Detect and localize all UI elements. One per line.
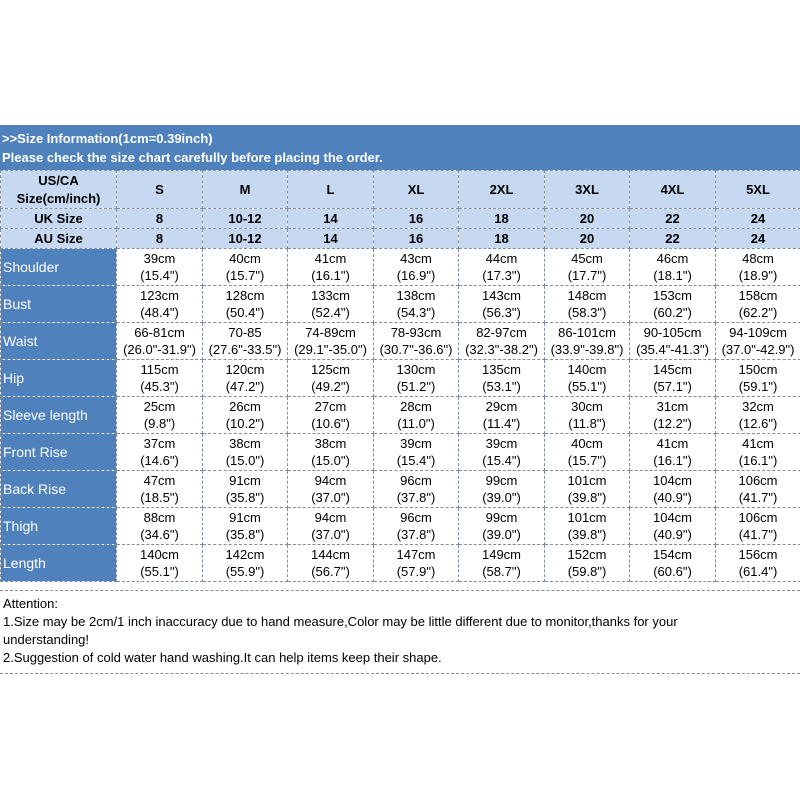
inch-value: (56.7") <box>311 564 350 579</box>
au-size-cell: 8 <box>117 229 203 249</box>
size-info-instruction: Please check the size chart carefully before placing the order. <box>2 150 383 165</box>
inch-value: (40.9") <box>653 490 692 505</box>
inch-value: (52.4") <box>311 305 350 320</box>
measurement-value-cell <box>203 323 288 360</box>
measurement-row <box>1 249 800 286</box>
measurement-value-cell <box>459 434 545 471</box>
inch-value: (37.0"-42.9") <box>721 342 795 357</box>
inch-value: (62.2") <box>738 305 778 320</box>
measurement-value-cell <box>459 323 545 360</box>
cm-value: 45cm <box>571 251 603 266</box>
measurement-row <box>1 508 800 545</box>
measurement-value-cell <box>117 434 203 471</box>
measurement-value-cell <box>288 434 374 471</box>
cm-value: 31cm <box>656 399 689 414</box>
inch-value: (12.6") <box>738 416 778 431</box>
attention-title: Attention: <box>3 596 58 611</box>
measurement-value-cell <box>545 508 630 545</box>
cm-value: 43cm <box>400 251 432 266</box>
uk-size-row <box>1 209 800 229</box>
measurement-value-cell <box>203 545 288 582</box>
measurement-value-cell <box>374 508 459 545</box>
au-size-label: AU Size <box>1 229 117 249</box>
inch-value: (15.0") <box>225 453 265 468</box>
measurement-value-cell <box>117 397 203 434</box>
measurement-label: Front Rise <box>1 434 117 471</box>
measurement-value-cell <box>117 286 203 323</box>
inch-value: (35.8") <box>225 527 265 542</box>
measurement-value-cell <box>459 249 545 286</box>
inch-value: (39.0") <box>482 490 521 505</box>
cm-value: 41cm <box>656 436 689 451</box>
inch-value: (37.0") <box>311 527 350 542</box>
cm-value: 115cm <box>140 362 179 377</box>
cm-value: 152cm <box>567 547 607 562</box>
cm-value: 41cm <box>742 436 774 451</box>
measurement-value-cell <box>459 545 545 582</box>
inch-value: (32.3"-38.2") <box>465 342 538 357</box>
inch-value: (30.7"-36.6") <box>379 342 453 357</box>
inch-value: (59.1") <box>738 379 778 394</box>
cm-value: 66-81cm <box>134 325 185 340</box>
measurement-value-cell <box>716 360 800 397</box>
measurement-value-cell <box>630 397 716 434</box>
cm-value: 135cm <box>481 362 522 377</box>
measurement-value-cell <box>630 249 716 286</box>
measurement-value-cell <box>630 434 716 471</box>
uk-size-label: UK Size <box>1 209 117 229</box>
size-header-cell: L <box>288 171 374 209</box>
measurement-value-cell <box>630 360 716 397</box>
measurement-value-cell <box>459 286 545 323</box>
cm-value: 86-101cm <box>558 325 616 340</box>
inch-value: (39.0") <box>482 527 521 542</box>
cm-value: 44cm <box>485 251 518 266</box>
inch-value: (60.2") <box>653 305 692 320</box>
inch-value: (41.7") <box>738 490 778 505</box>
au-size-cell: 14 <box>288 229 374 249</box>
inch-value: (50.4") <box>225 305 265 320</box>
au-size-row <box>1 229 800 249</box>
measurement-value-cell <box>716 434 800 471</box>
measurement-value-cell <box>545 249 630 286</box>
corner-header-line1: US/CA <box>38 172 79 188</box>
measurement-value-cell <box>203 286 288 323</box>
measurement-value-cell <box>459 471 545 508</box>
measurement-value-cell <box>374 323 459 360</box>
measurement-value-cell <box>716 249 800 286</box>
measurement-value-cell <box>545 286 630 323</box>
size-header-cell: 2XL <box>459 171 545 209</box>
cm-value: 47cm <box>143 473 176 488</box>
inch-value: (11.0") <box>397 416 435 431</box>
measurement-value-cell <box>117 360 203 397</box>
cm-value: 40cm <box>229 251 261 266</box>
attention-note-1: 1.Size may be 2cm/1 inch inaccuracy due to hand measure,Color may be little different due to monitor,thanks for your <box>3 614 678 629</box>
measurement-value-cell <box>374 434 459 471</box>
inch-value: (17.3") <box>482 268 521 283</box>
cm-value: 70-85 <box>228 325 262 340</box>
cm-value: 156cm <box>738 547 778 562</box>
cm-value: 143cm <box>481 288 522 303</box>
measurement-value-cell <box>203 397 288 434</box>
inch-value: (26.0"-31.9") <box>123 342 196 357</box>
measurement-row <box>1 471 800 508</box>
cm-value: 106cm <box>738 510 778 525</box>
cm-value: 94cm <box>314 473 347 488</box>
measurement-value-cell <box>545 545 630 582</box>
size-header-cell: 4XL <box>630 171 716 209</box>
cm-value: 144cm <box>310 547 351 562</box>
cm-value: 91cm <box>229 510 261 525</box>
uk-size-cell: 16 <box>374 209 459 229</box>
inch-value: (35.8") <box>225 490 265 505</box>
measurement-row <box>1 434 800 471</box>
measurement-value-cell <box>716 508 800 545</box>
cm-value: 123cm <box>139 288 180 303</box>
measurement-value-cell <box>288 249 374 286</box>
cm-value: 153cm <box>652 288 693 303</box>
cm-value: 145cm <box>652 362 693 377</box>
inch-value: (10.2") <box>225 416 265 431</box>
measurement-row <box>1 360 800 397</box>
inch-value: (33.9"-39.8") <box>550 342 624 357</box>
measurement-value-cell <box>716 397 800 434</box>
measurement-label: Shoulder <box>1 249 117 286</box>
uk-size-cell: 18 <box>459 209 545 229</box>
measurement-value-cell <box>374 360 459 397</box>
uk-size-cell: 8 <box>117 209 203 229</box>
size-header-cell: XL <box>374 171 459 209</box>
inch-value: (57.1") <box>653 379 692 394</box>
cm-value: 26cm <box>229 399 261 414</box>
cm-value: 104cm <box>652 510 693 525</box>
cm-value: 40cm <box>571 436 603 451</box>
measurement-label: Sleeve length <box>1 397 117 434</box>
cm-value: 147cm <box>396 547 436 562</box>
measurement-value-cell <box>716 545 800 582</box>
cm-value: 25cm <box>143 399 176 414</box>
inch-value: (16.9") <box>396 268 436 283</box>
au-size-cell: 22 <box>630 229 716 249</box>
cm-value: 41cm <box>314 251 347 266</box>
measurement-value-cell <box>545 434 630 471</box>
inch-value: (51.2") <box>396 379 436 394</box>
cm-value: 99cm <box>485 510 518 525</box>
cm-value: 88cm <box>143 510 176 525</box>
cm-value: 158cm <box>738 288 778 303</box>
au-size-cell: 16 <box>374 229 459 249</box>
inch-value: (17.7") <box>567 268 607 283</box>
inch-value: (60.6") <box>653 564 692 579</box>
measurement-label: Hip <box>1 360 117 397</box>
size-header-cell: 3XL <box>545 171 630 209</box>
cm-value: 154cm <box>652 547 693 562</box>
measurement-value-cell <box>203 471 288 508</box>
inch-value: (11.8") <box>568 416 606 431</box>
corner-header-cell <box>1 171 117 209</box>
cm-value: 94-109cm <box>729 325 787 340</box>
cm-value: 39cm <box>400 436 432 451</box>
measurement-label: Waist <box>1 323 117 360</box>
inch-value: (59.8") <box>567 564 607 579</box>
inch-value: (15.0") <box>311 453 350 468</box>
cm-value: 38cm <box>229 436 261 451</box>
measurement-value-cell <box>374 471 459 508</box>
au-size-cell: 24 <box>716 229 800 249</box>
inch-value: (49.2") <box>311 379 350 394</box>
measurement-value-cell <box>545 471 630 508</box>
measurement-value-cell <box>288 508 374 545</box>
uk-size-cell: 24 <box>716 209 800 229</box>
inch-value: (37.0") <box>311 490 350 505</box>
cm-value: 150cm <box>738 362 778 377</box>
inch-value: (15.4") <box>396 453 436 468</box>
cm-value: 148cm <box>567 288 607 303</box>
attention-note-2: 2.Suggestion of cold water hand washing.It can help items keep their shape. <box>3 650 442 665</box>
cm-value: 138cm <box>396 288 436 303</box>
measurement-value-cell <box>288 471 374 508</box>
inch-value: (37.8") <box>396 490 436 505</box>
measurement-value-cell <box>203 249 288 286</box>
measurement-value-cell <box>459 397 545 434</box>
uk-size-cell: 20 <box>545 209 630 229</box>
inch-value: (58.7") <box>482 564 521 579</box>
inch-value: (48.4") <box>140 305 179 320</box>
cm-value: 125cm <box>310 362 351 377</box>
measurement-row <box>1 397 800 434</box>
inch-value: (18.1") <box>653 268 692 283</box>
measurement-value-cell <box>288 286 374 323</box>
measurement-row <box>1 545 800 582</box>
corner-header-line2: Size(cm/inch) <box>16 190 101 206</box>
measurement-value-cell <box>288 397 374 434</box>
measurement-value-cell <box>459 508 545 545</box>
measurement-value-cell <box>545 360 630 397</box>
us-size-row <box>1 171 800 209</box>
cm-value: 142cm <box>225 547 265 562</box>
inch-value: (37.8") <box>396 527 436 542</box>
cm-value: 99cm <box>485 473 518 488</box>
inch-value: (55.1") <box>140 564 179 579</box>
measurement-label: Back Rise <box>1 471 117 508</box>
measurement-value-cell <box>630 508 716 545</box>
cm-value: 39cm <box>143 251 176 266</box>
measurement-value-cell <box>117 545 203 582</box>
cm-value: 101cm <box>567 473 607 488</box>
cm-value: 96cm <box>400 510 432 525</box>
cm-value: 149cm <box>481 547 522 562</box>
size-chart-table <box>0 170 800 582</box>
inch-value: (39.8") <box>567 527 607 542</box>
size-header-cell: S <box>117 171 203 209</box>
measurement-value-cell <box>203 434 288 471</box>
cm-value: 32cm <box>742 399 774 414</box>
cm-value: 28cm <box>400 399 432 414</box>
inch-value: (16.1") <box>311 268 350 283</box>
inch-value: (45.3") <box>140 379 179 394</box>
inch-value: (55.9") <box>225 564 265 579</box>
uk-size-cell: 22 <box>630 209 716 229</box>
cm-value: 94cm <box>314 510 347 525</box>
inch-value: (39.8") <box>567 490 607 505</box>
inch-value: (10.6") <box>311 416 350 431</box>
inch-value: (47.2") <box>225 379 265 394</box>
cm-value: 120cm <box>225 362 265 377</box>
measurement-value-cell <box>374 397 459 434</box>
size-info-banner <box>0 125 800 170</box>
size-header-cell: 5XL <box>716 171 800 209</box>
inch-value: (35.4"-41.3") <box>636 342 709 357</box>
measurement-value-cell <box>716 286 800 323</box>
cm-value: 133cm <box>310 288 351 303</box>
measurement-value-cell <box>203 508 288 545</box>
cm-value: 39cm <box>485 436 518 451</box>
inch-value: (14.6") <box>140 453 179 468</box>
inch-value: (53.1") <box>482 379 521 394</box>
inch-value: (55.1") <box>567 379 607 394</box>
inch-value: (34.6") <box>140 527 179 542</box>
inch-value: (27.6"-33.5") <box>208 342 282 357</box>
inch-value: (29.1"-35.0") <box>294 342 367 357</box>
inch-value: (16.1") <box>738 453 778 468</box>
inch-value: (11.4") <box>482 416 521 431</box>
inch-value: (15.7") <box>225 268 265 283</box>
cm-value: 101cm <box>567 510 607 525</box>
cm-value: 140cm <box>567 362 607 377</box>
inch-value: (18.9") <box>738 268 778 283</box>
measurement-value-cell <box>545 397 630 434</box>
inch-value: (12.2") <box>653 416 692 431</box>
measurement-value-cell <box>716 471 800 508</box>
inch-value: (9.8") <box>143 416 176 431</box>
measurement-value-cell <box>630 545 716 582</box>
measurement-value-cell <box>374 545 459 582</box>
measurement-value-cell <box>374 249 459 286</box>
inch-value: (15.7") <box>567 453 607 468</box>
attention-note-1-continued: understanding! <box>3 632 90 647</box>
cm-value: 37cm <box>143 436 176 451</box>
measurement-value-cell <box>117 508 203 545</box>
inch-value: (18.5") <box>140 490 179 505</box>
cm-value: 90-105cm <box>643 325 702 340</box>
measurement-value-cell <box>374 286 459 323</box>
size-info-title: >>Size Information(1cm=0.39inch) <box>2 131 213 146</box>
measurement-value-cell <box>117 471 203 508</box>
measurement-label: Bust <box>1 286 117 323</box>
measurement-value-cell <box>716 323 800 360</box>
au-size-cell: 18 <box>459 229 545 249</box>
cm-value: 104cm <box>652 473 693 488</box>
measurement-row <box>1 286 800 323</box>
cm-value: 128cm <box>225 288 265 303</box>
measurement-label: Thigh <box>1 508 117 545</box>
uk-size-cell: 10-12 <box>203 209 288 229</box>
measurement-row <box>1 323 800 360</box>
inch-value: (15.4") <box>140 268 179 283</box>
cm-value: 29cm <box>485 399 518 414</box>
cm-value: 130cm <box>396 362 436 377</box>
size-header-cell: M <box>203 171 288 209</box>
cm-value: 91cm <box>229 473 261 488</box>
measurement-value-cell <box>545 323 630 360</box>
inch-value: (15.4") <box>482 453 521 468</box>
measurement-value-cell <box>203 360 288 397</box>
measurement-value-cell <box>630 323 716 360</box>
measurement-value-cell <box>630 471 716 508</box>
measurement-label: Length <box>1 545 117 582</box>
measurement-value-cell <box>117 249 203 286</box>
inch-value: (40.9") <box>653 527 692 542</box>
au-size-cell: 10-12 <box>203 229 288 249</box>
uk-size-cell: 14 <box>288 209 374 229</box>
cm-value: 74-89cm <box>305 325 356 340</box>
cm-value: 48cm <box>742 251 774 266</box>
measurement-value-cell <box>288 323 374 360</box>
inch-value: (54.3") <box>396 305 436 320</box>
cm-value: 140cm <box>139 547 180 562</box>
measurement-value-cell <box>288 545 374 582</box>
cm-value: 30cm <box>571 399 603 414</box>
measurement-value-cell <box>630 286 716 323</box>
inch-value: (61.4") <box>738 564 778 579</box>
inch-value: (57.9") <box>396 564 436 579</box>
au-size-cell: 20 <box>545 229 630 249</box>
inch-value: (58.3") <box>567 305 607 320</box>
cm-value: 78-93cm <box>390 325 442 340</box>
attention-notes <box>0 590 800 674</box>
cm-value: 38cm <box>314 436 347 451</box>
measurement-value-cell <box>117 323 203 360</box>
measurement-value-cell <box>288 360 374 397</box>
cm-value: 96cm <box>400 473 432 488</box>
inch-value: (41.7") <box>738 527 778 542</box>
cm-value: 27cm <box>314 399 347 414</box>
measurement-value-cell <box>459 360 545 397</box>
cm-value: 82-97cm <box>476 325 527 340</box>
inch-value: (16.1") <box>653 453 692 468</box>
inch-value: (56.3") <box>482 305 521 320</box>
cm-value: 106cm <box>738 473 778 488</box>
cm-value: 46cm <box>656 251 689 266</box>
